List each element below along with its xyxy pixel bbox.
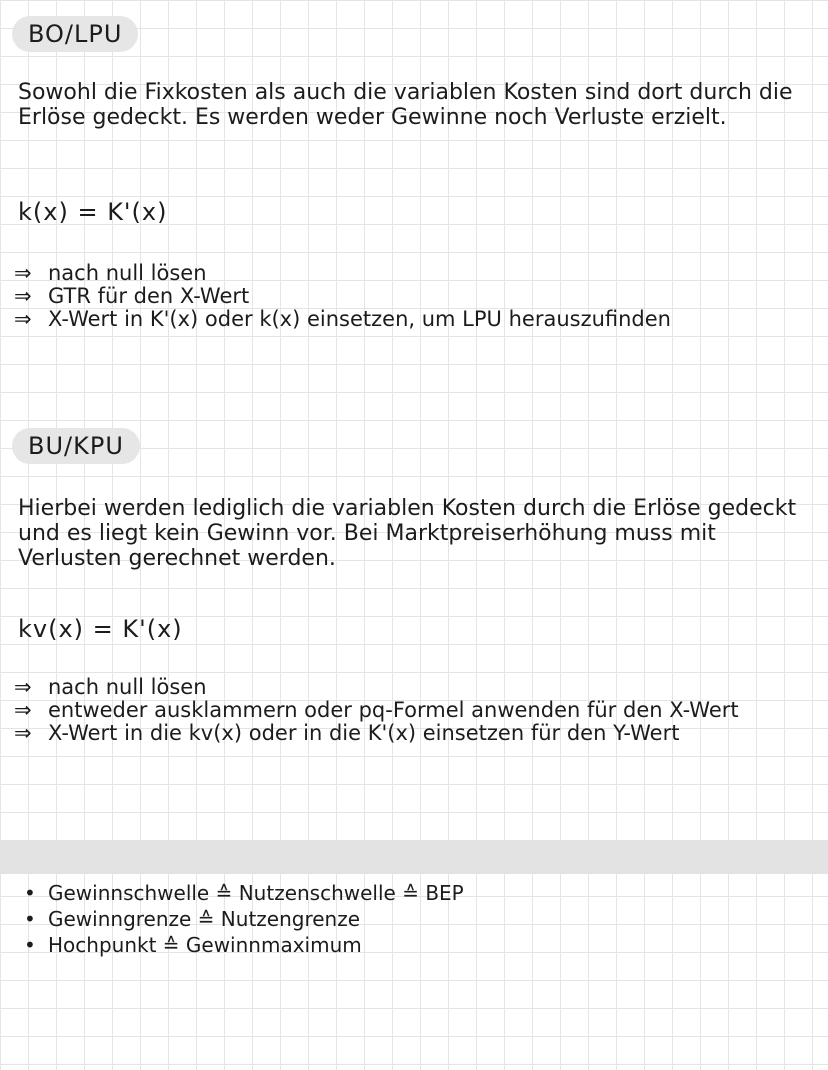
separator-band <box>0 840 828 874</box>
bu-step: ⇒ X-Wert in die kv(x) oder in die K'(x) einsetzen für den Y-Wert <box>14 722 818 745</box>
summary-bullets <box>22 880 464 958</box>
bo-formula: k(x) = K'(x) <box>18 198 168 226</box>
bu-step: ⇒ entweder ausklammern oder pq-Formel anwenden für den X-Wert <box>14 699 818 722</box>
bo-step: ⇒ nach null lösen <box>14 262 818 285</box>
bo-step: ⇒ X-Wert in K'(x) oder k(x) einsetzen, um LPU herauszufinden <box>14 308 818 331</box>
bo-paragraph: Sowohl die Fixkosten als auch die variablen Kosten sind dort durch die Erlöse gedeckt. Es werden weder Gewinne noch Verluste erzielt. <box>18 80 793 130</box>
heading-bu-kpu: BU/KPU <box>12 428 140 464</box>
heading-bo-lpu: BO/LPU <box>12 16 138 52</box>
bullet-item: • Gewinnschwelle ≙ Nutzenschwelle ≙ BEP <box>22 880 464 906</box>
bu-steps-list <box>14 676 818 745</box>
bu-paragraph: Hierbei werden lediglich die variablen Kosten durch die Erlöse gedeckt und es liegt kein Gewinn vor. Bei Marktpreiserhöhung muss mit Verlusten gerechnet werden. <box>18 496 797 571</box>
bullet-item: • Gewinngrenze ≙ Nutzengrenze <box>22 906 464 932</box>
bo-steps-list <box>14 262 818 331</box>
bullet-item: • Hochpunkt ≙ Gewinnmaximum <box>22 932 464 958</box>
bu-formula: kv(x) = K'(x) <box>18 615 183 643</box>
bo-step: ⇒ GTR für den X-Wert <box>14 285 818 308</box>
bu-step: ⇒ nach null lösen <box>14 676 818 699</box>
